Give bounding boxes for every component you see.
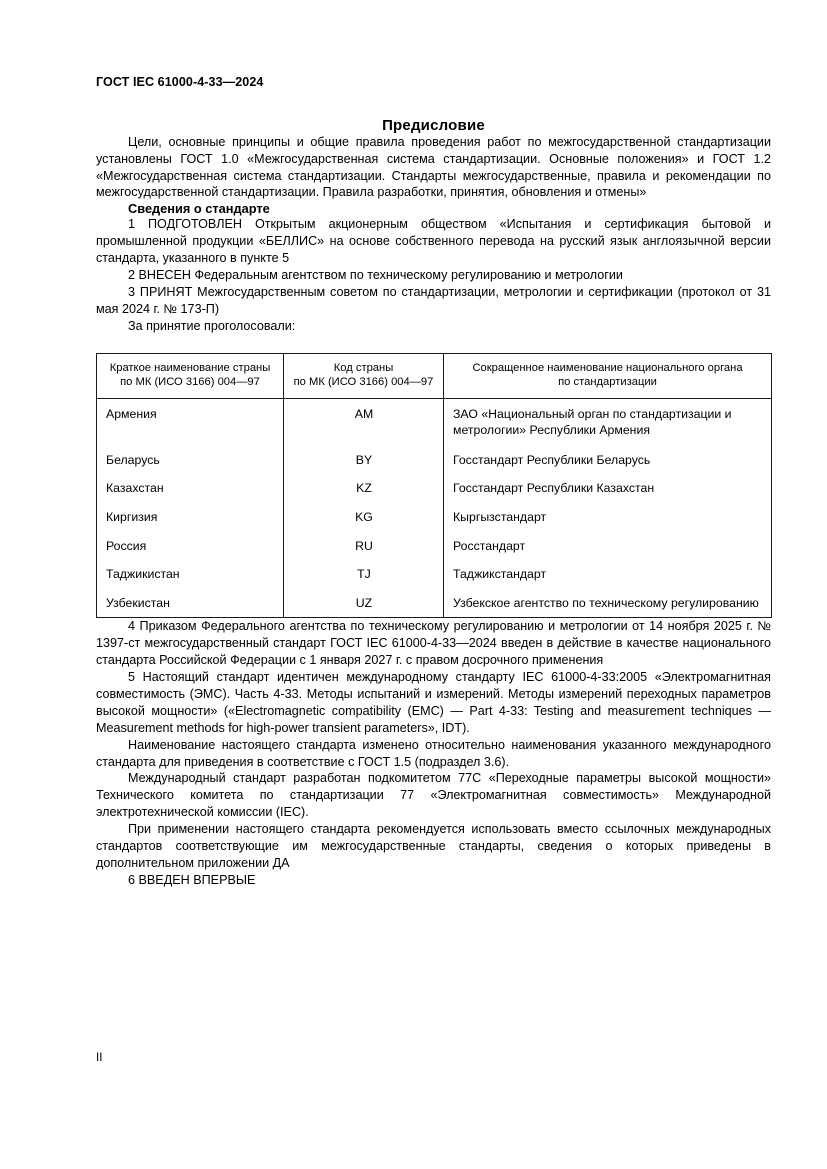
cell-country: Киргизия: [97, 503, 284, 532]
clause-6-introduced-first-time: 6 ВВЕДЕН ВПЕРВЫЕ: [128, 872, 256, 887]
clause-1-prepared-by: 1 ПОДГОТОВЛЕН Открытым акционерным обществом «Испытания и сертификация бытовой и промышленной продукции «БЕЛЛИС» на основе собственного перевода на русский язык англоязычной версии стандарта, указанного в пункте 5: [96, 217, 771, 266]
column-header-body: [444, 353, 772, 398]
running-head: ГОСТ IEC 61000-4-33—2024: [96, 75, 264, 89]
table-row: [97, 398, 772, 446]
votes-table: [96, 353, 772, 619]
cell-code: RU: [284, 532, 444, 561]
cell-country: Армения: [97, 398, 284, 446]
section-heading-standard-info: Сведения о стандарте: [128, 201, 270, 217]
cell-code: KZ: [284, 474, 444, 503]
vote-intro-text: За принятие проголосовали:: [128, 318, 296, 333]
cell-code: BY: [284, 446, 444, 475]
table-row: [97, 474, 772, 503]
page-title: Предисловие: [382, 116, 485, 134]
clause-5-note-subcommittee: Международный стандарт разработан подкомитетом 77C «Переходные параметры высокой мощности» Технического комитета по стандартизации 77 «Электромагнитная совместимость» Международной электротехнической комиссии (IEC).: [96, 771, 771, 820]
clause-3-adopted-by: 3 ПРИНЯТ Межгосударственным советом по стандартизации, метрологии и сертификации (протокол от 31 мая 2024 г. № 173-П): [96, 285, 771, 316]
cell-country: Россия: [97, 532, 284, 561]
page-number: II: [96, 1051, 103, 1064]
cell-code: KG: [284, 503, 444, 532]
clause-5-identical-standard: 5 Настоящий стандарт идентичен международному стандарту IEC 61000-4-33:2005 «Электромагнитная совместимость (ЭМС). Часть 4-33. Методы испытаний и измерений. Методы измерений переходных параметров высокой мощности» («Electromagnetic compatibility (EMC) — Part 4-33: Testing and measurement techniques — Measurement methods for high-power transient parameters», IDT).: [96, 670, 771, 735]
cell-body: Узбекское агентство по техническому регулированию: [453, 595, 759, 610]
cell-country: Таджикистан: [97, 560, 284, 589]
table-row: [97, 446, 772, 475]
cell-body: ЗАО «Национальный орган по стандартизации и метрологии» Республики Армения: [453, 406, 732, 438]
column-header-body-line1: Сокращенное наименование национального органа: [472, 361, 743, 374]
column-header-country-line1: Краткое наименование страны: [109, 361, 271, 374]
cell-country: Казахстан: [97, 474, 284, 503]
cell-code: AM: [284, 398, 444, 446]
column-header-country: [97, 353, 284, 398]
cell-body: Госстандарт Республики Казахстан: [453, 481, 655, 496]
cell-code: TJ: [284, 560, 444, 589]
column-header-code-line1: Код страны: [333, 361, 394, 374]
clause-5-note-title-change: Наименование настоящего стандарта изменено относительно наименования указанного международного стандарта для приведения в соответствие с ГОСТ 1.5 (подраздел 3.6).: [96, 737, 771, 769]
clause-2-submitted-by: 2 ВНЕСЕН Федеральным агентством по техническому регулированию и метрологии: [128, 268, 623, 283]
table-header-row: [97, 353, 772, 398]
clause-4-order: 4 Приказом Федерального агентства по техническому регулированию и метрологии от 14 ноября 2025 г. № 1397-ст межгосударственный стандарт ГОСТ IEC 61000-4-33—2024 введен в действие в качестве национального стандарта Российской Федерации с 1 января 2027 г. с правом досрочного применения: [96, 619, 771, 668]
column-header-code: [284, 353, 444, 398]
cell-body: Росстандарт: [453, 538, 526, 553]
page-content: [96, 0, 771, 889]
column-header-body-line2: по стандартизации: [558, 376, 657, 389]
table-row: [97, 503, 772, 532]
column-header-code-line2: по МК (ИСО 3166) 004—97: [293, 376, 434, 389]
table-row: [97, 532, 772, 561]
intro-paragraph: Цели, основные принципы и общие правила проведения работ по межгосударственной стандартизации установлены ГОСТ 1.0 «Межгосударственная система стандартизации. Основные положения» и ГОСТ 1.2 «Межгосударственная система стандартизации. Стандарты межгосударственные, правила и рекомендации по межгосударственной стандартизации. Правила разработки, принятия, обновления и отмены»: [96, 134, 771, 200]
cell-body: Госстандарт Республики Беларусь: [453, 452, 651, 467]
table-row: [97, 589, 772, 618]
cell-body: Таджикстандарт: [453, 567, 547, 582]
table-row: [97, 560, 772, 589]
column-header-country-line2: по МК (ИСО 3166) 004—97: [120, 376, 260, 389]
clause-5-note-reference-standards: При применении настоящего стандарта рекомендуется использовать вместо ссылочных международных стандартов соответствующие им межгосударственные стандарты, сведения о которых приведены в дополнительном приложении ДА: [96, 822, 771, 870]
cell-country: Беларусь: [97, 446, 284, 475]
cell-code: UZ: [284, 589, 444, 618]
cell-country: Узбекистан: [97, 589, 284, 618]
cell-body: Кыргызстандарт: [453, 509, 547, 524]
